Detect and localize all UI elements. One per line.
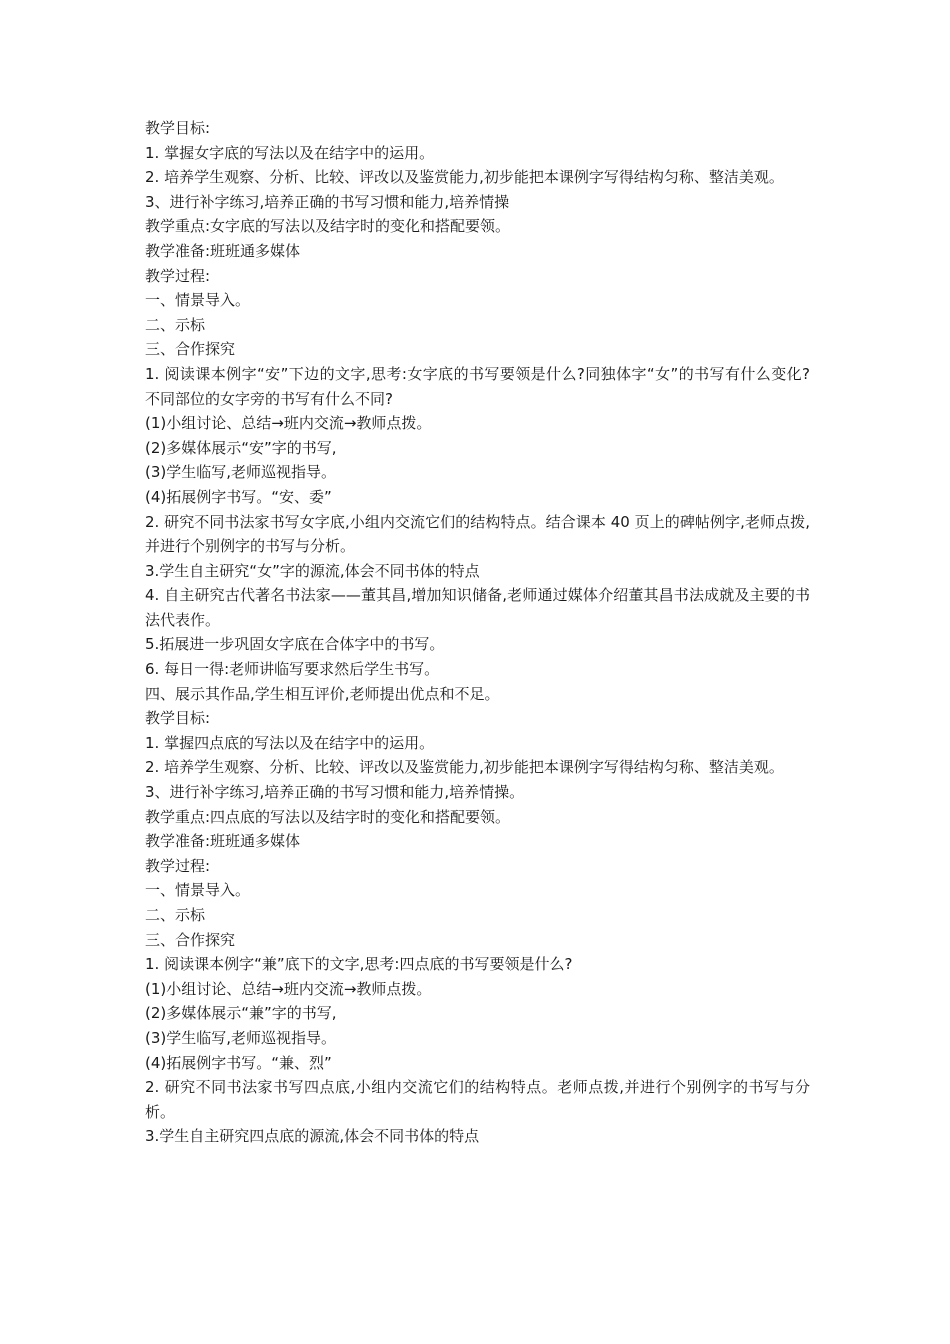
text-line: 教学目标: xyxy=(145,119,211,137)
text-line: (4)拓展例字书写。“兼、烈” xyxy=(145,1053,332,1072)
text-line: 2. 培养学生观察、分析、比较、评改以及鉴赏能力,初步能把本课例字写得结构匀称、整洁美观。 xyxy=(145,168,784,187)
text-line: (1)小组讨论、总结→班内交流→教师点拨。 xyxy=(145,414,432,433)
text-line: 四、展示其作品,学生相互评价,老师提出优点和不足。 xyxy=(145,684,500,703)
text-line: 教学准备:班班通多媒体 xyxy=(145,241,301,260)
text-line: 3.学生自主研究“女”字的源流,体会不同书体的特点 xyxy=(145,561,480,580)
text-line: 二、示标 xyxy=(145,906,206,924)
text-line: 3.学生自主研究四点底的源流,体会不同书体的特点 xyxy=(145,1127,480,1146)
text-line: (4)拓展例字书写。“安、委” xyxy=(145,487,332,506)
text-line: 一、情景导入。 xyxy=(145,881,251,900)
text-line: 三、合作探究 xyxy=(145,930,236,949)
text-line: 2. 研究不同书法家书写女字底,小组内交流它们的结构特点。结合课本 40 页上的碑帖例字,老师点拨,并进行个别例字的书写与分析。 xyxy=(145,512,810,556)
text-line: 二、示标 xyxy=(145,315,206,334)
text-line: 1. 阅读课本例字“安”下边的文字,思考:女字底的书写要领是什么?同独体字“女”的书写有什么变化? 不同部位的女字旁的书写有什么不同? xyxy=(145,364,810,408)
text-line: 教学目标: xyxy=(145,709,211,728)
text-line: 4. 自主研究古代著名书法家——董其昌,增加知识储备,老师通过媒体介绍董其昌书法成就及主要的书法代表作。 xyxy=(145,586,810,629)
text-line: 1. 阅读课本例字“兼”底下的文字,思考:四点底的书写要领是什么? xyxy=(145,955,573,974)
text-line: (2)多媒体展示“安”字的书写, xyxy=(145,438,337,457)
text-line: 教学重点:女字底的写法以及结字时的变化和搭配要领。 xyxy=(145,217,511,236)
text-line: 2. 研究不同书法家书写四点底,小组内交流它们的结构特点。老师点拨,并进行个别例字的书写与分析。 xyxy=(145,1078,810,1121)
text-line: (1)小组讨论、总结→班内交流→教师点拨。 xyxy=(145,979,432,998)
text-line: 1. 掌握四点底的写法以及在结字中的运用。 xyxy=(145,733,435,752)
text-line: 教学重点:四点底的写法以及结字时的变化和搭配要领。 xyxy=(145,807,511,826)
text-line: 1. 掌握女字底的写法以及在结字中的运用。 xyxy=(145,143,435,162)
text-line: (3)学生临写,老师巡视指导。 xyxy=(145,1028,337,1047)
text-line: 一、情景导入。 xyxy=(145,291,251,310)
text-line: (2)多媒体展示“兼”字的书写, xyxy=(145,1004,337,1023)
text-line: 5.拓展进一步巩固女字底在合体字中的书写。 xyxy=(145,635,445,654)
text-line: 2. 培养学生观察、分析、比较、评改以及鉴赏能力,初步能把本课例字写得结构匀称、整洁美观。 xyxy=(145,758,784,777)
text-line: 3、进行补字练习,培养正确的书写习惯和能力,培养情操 xyxy=(145,192,510,211)
text-line: 6. 每日一得:老师讲临写要求然后学生书写。 xyxy=(145,660,440,679)
text-line: 教学准备:班班通多媒体 xyxy=(145,832,301,851)
text-line: 3、进行补字练习,培养正确的书写习惯和能力,培养情操。 xyxy=(145,783,525,802)
text-line: 教学过程: xyxy=(145,266,211,285)
text-line: 教学过程: xyxy=(145,856,211,875)
text-line: (3)学生临写,老师巡视指导。 xyxy=(145,463,337,482)
text-line: 三、合作探究 xyxy=(145,340,236,359)
document-body xyxy=(145,116,810,1149)
